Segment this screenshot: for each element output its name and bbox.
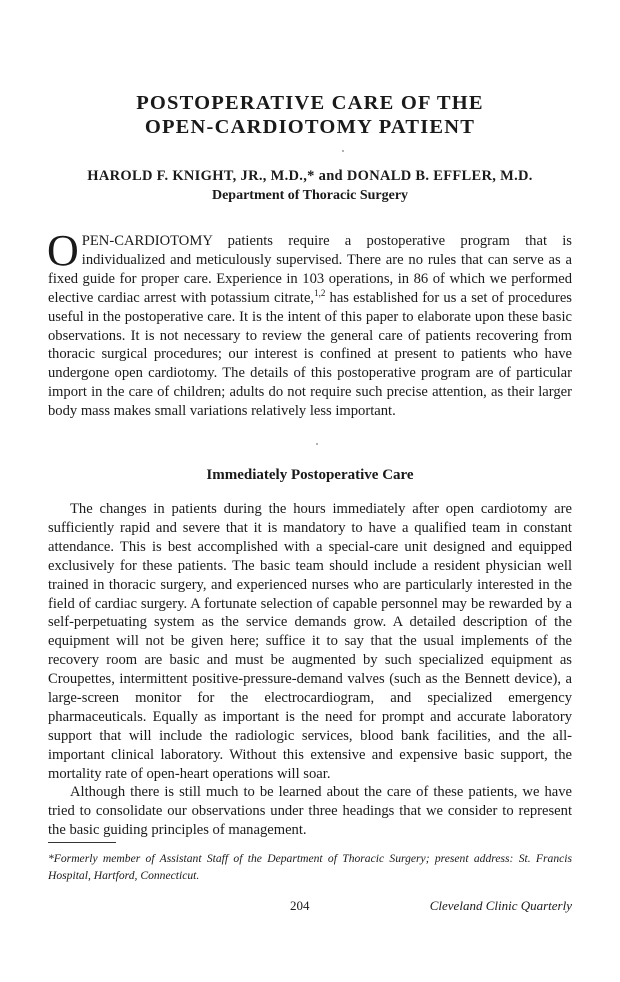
author-conjunction: and [314, 168, 347, 184]
author-2: DONALD B. EFFLER, M.D. [346, 168, 533, 184]
drop-cap: O [47, 226, 79, 275]
section-heading: Immediately Postoperative Care [206, 467, 414, 483]
reference-superscript: 1,2 [314, 287, 326, 298]
article-title-line-2: OPEN-CARDIOTOMY PATIENT [144, 116, 476, 138]
speck-decoration [316, 443, 318, 445]
journal-name: Cleveland Clinic Quarterly [429, 898, 572, 913]
intro-text-a: patients require a postoperative program that is individualized and meticulously supervised. There are no rules that can serve as a fixed guide for proper care. Experience in 103 operations, in 86 of which we performed elective cardiac arrest with potassium citrate, [48, 233, 572, 306]
article-title-line-1: POSTOPERATIVE CARE OF THE [136, 92, 484, 114]
footnote-mark: * [307, 168, 315, 184]
department: Department of Thoracic Surgery [211, 188, 409, 203]
intro-text-b: has established for us a set of procedures useful in the postoperative care. It is the intent of this paper to elaborate upon these basic observations. It is not necessary to review the general care of patients recovering from thoracic surgical procedures; our interest is confined at present to patients who have undergone open cardiotomy. The details of this postoperative program are of particular import in the care of children; adults do not require such precise attention, as their larger body mass makes small variations relatively less important. [48, 289, 572, 420]
page-number: 204 [290, 898, 310, 913]
speck-decoration [342, 150, 344, 152]
body-paragraph-2: Although there is still much to be learned about the care of these patients, we have tried to consolidate our observations under three headings that we consider to represent the basic guiding principles of management. [48, 784, 572, 838]
footnote: *Formerly member of Assistant Staff of the Department of Thoracic Surgery; present address: St. Francis Hospital, Hartford, Connecticut. [48, 852, 572, 882]
author-1: HAROLD F. KNIGHT, JR., M.D., [87, 168, 308, 184]
footnote-rule [48, 842, 116, 843]
intro-lead: PEN-CARDIOTOMY [81, 233, 213, 249]
intro-paragraph [47, 226, 572, 421]
author-line [0, 167, 620, 185]
body-paragraph-1: The changes in patients during the hours immediately after open cardiotomy are sufficiently rapid and severe that it is mandatory to have a qualified team in constant attendance. This is best accomplished with a special-care unit designed and equipped exclusively for these patients. The basic team should include a resident physician well trained in thoracic surgery, and experienced nurses who are particularly interested in the field of cardiac surgery. A fortunate selection of capable personnel may be rewarded by a self-perpetuating system as the service demands grow. A detailed description of the equipment will not be given here; suffice it to say that the usual implements of the recovery room are basic and must be augmented by such specialized equipment as Croupettes, intermittent positive-pressure-demand valves (such as the Bennett device), a large-screen monitor for the electrocardiogram, and specialized emergency pharmaceuticals. Equally as important is the need for prompt and accurate laboratory support that will include the radiologic services, blood bank facilities, and the all-important clinical laboratory. Without this extensive and expensive basic support, the mortality rate of open-heart operations will soar. [48, 501, 572, 782]
